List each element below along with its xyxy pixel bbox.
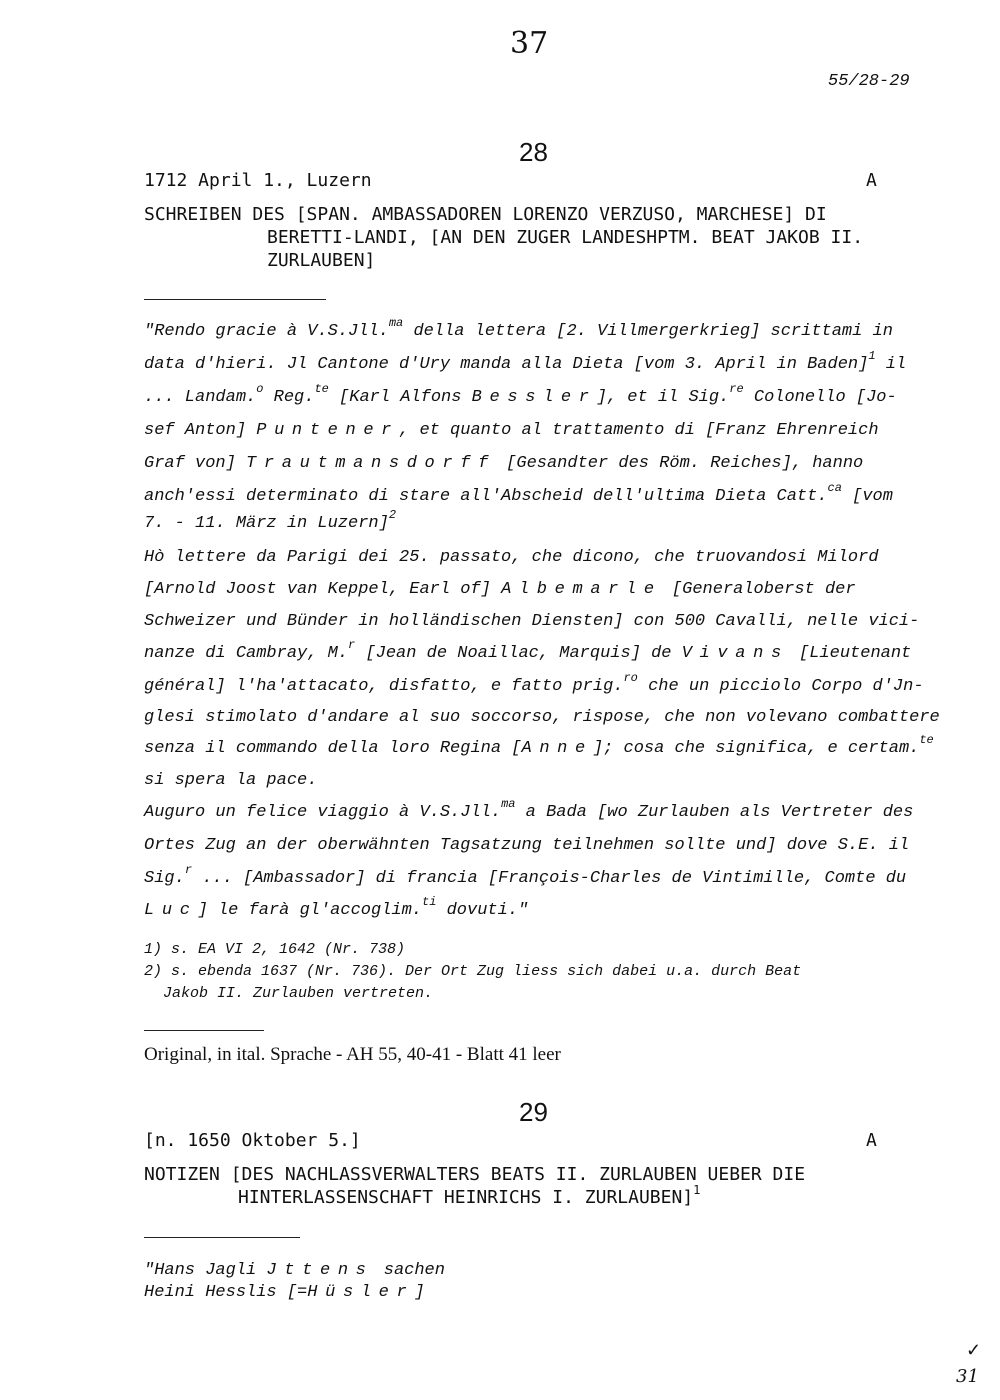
spaced-name: Trautmansdorff (246, 454, 496, 473)
text-line: Ortes Zug an der oberwähnten Tagsatzung teilnehmen sollte und] dove S.E. il (144, 836, 910, 855)
separator-rule (144, 299, 326, 300)
spaced-name: Bessler (471, 388, 597, 407)
text-line: data d'hieri. Jl Cantone d'Ury manda alla Dieta [vom 3. April in Baden]$^1$ il (144, 349, 907, 374)
document-title-line: ZURLAUBEN] (267, 250, 376, 271)
document-title-line: BERETTI-LANDI, [AN DEN ZUGER LANDESHPTM. BEAT JAKOB II. (267, 227, 864, 248)
document-date-place: [n. 1650 Oktober 5.] (144, 1130, 361, 1151)
text-line: Heini Hesslis [=Hüsler] (144, 1283, 425, 1302)
document-title-line: HINTERLASSENSCHAFT HEINRICHS I. ZURLAUBEN]$^1$ (238, 1183, 701, 1208)
footnote: 1) s. EA VI 2, 1642 (Nr. 738) (144, 941, 406, 958)
document-title-line: NOTIZEN [DES NACHLASSVERWALTERS BEATS II. ZURLAUBEN UEBER DIE (144, 1164, 806, 1185)
footnote: Jakob II. Zurlauben vertreten. (163, 985, 434, 1002)
spaced-name: Luc (144, 901, 198, 920)
separator-rule (144, 1030, 264, 1031)
spaced-name: Jttens (266, 1261, 374, 1280)
text-line: 7. - 11. März in Luzern]$^2$ (144, 508, 397, 533)
text-line: général] l'ha'attacato, disfatto, e fatto prig.$^{ro}$ che un picciolo Corpo d'Jn- (144, 671, 924, 696)
handwritten-corner-number: 31 (956, 1366, 979, 1387)
spaced-name: Vivans (681, 644, 789, 663)
text-line: "Hans Jagli Jttens sachen (144, 1261, 445, 1280)
spaced-name: Anne (521, 739, 593, 758)
text-line: "Rendo gracie à V.S.Jll.$^{ma}$ della lettera [2. Villmergerkrieg] scrittami in (144, 316, 893, 341)
text-line: glesi stimolato d'andare al suo soccorso, rispose, che non volevano combattere (144, 708, 940, 727)
handwritten-page-number: 37 (510, 26, 549, 61)
text-line: nanze di Cambray, M.$^r$ [Jean de Noaillac, Marquis] de Vivans [Lieutenant (144, 638, 912, 663)
document-type-marker: A (866, 1130, 877, 1151)
spaced-name: Albemarle (501, 580, 662, 599)
spaced-name: Puntener (256, 421, 400, 440)
document-type-marker: A (866, 170, 877, 191)
check-mark-icon: ✓ (966, 1340, 982, 1361)
page-reference: 55/28-29 (828, 72, 910, 91)
document-title-line: SCHREIBEN DES [SPAN. AMBASSADOREN LORENZO VERZUSO, MARCHESE] DI (144, 204, 827, 225)
text-line: Graf von] Trautmansdorff [Gesandter des Röm. Reiches], hanno (144, 454, 864, 473)
text-line: Schweizer und Bünder in holländischen Diensten] con 500 Cavalli, nelle vici- (144, 612, 920, 631)
spaced-name: Hüsler (307, 1283, 415, 1302)
text-line: Auguro un felice viaggio à V.S.Jll.$^{ma}$ a Bada [wo Zurlauben als Vertreter des (144, 797, 914, 822)
text-line: ... Landam.$^o$ Reg.$^{te}$ [Karl Alfons Bessler], et il Sig.$^{re}$ Colonello [Jo- (144, 382, 897, 407)
text-line: Sig.$^r$ ... [Ambassador] di francia [François-Charles de Vintimille, Comte du (144, 863, 907, 888)
text-line: sef Anton] Puntener, et quanto al trattamento di [Franz Ehrenreich (144, 421, 879, 440)
separator-rule (144, 1237, 300, 1238)
footnote: 2) s. ebenda 1637 (Nr. 736). Der Ort Zug liess sich dabei u.a. durch Beat (144, 963, 802, 980)
text-line: si spera la pace. (144, 771, 318, 790)
text-line: Hò lettere da Parigi dei 25. passato, che dicono, che truovandosi Milord (144, 548, 879, 567)
document-number: 28 (519, 137, 548, 167)
text-line: anch'essi determinato di stare all'Abscheid dell'ultima Dieta Catt.$^{ca}$ [vom (144, 481, 893, 506)
document-date-place: 1712 April 1., Luzern (144, 170, 372, 191)
text-line: [Arnold Joost van Keppel, Earl of] Albemarle [Generaloberst der (144, 580, 856, 599)
document-number: 29 (519, 1097, 548, 1127)
text-line: Luc] le farà gl'accoglim.$^{ti}$ dovuti." (144, 895, 529, 920)
text-line: senza il commando della loro Regina [Anne]; cosa che significa, e certam.$^{te}$ (144, 733, 934, 758)
source-note: Original, in ital. Sprache - AH 55, 40-41 - Blatt 41 leer (144, 1044, 561, 1065)
